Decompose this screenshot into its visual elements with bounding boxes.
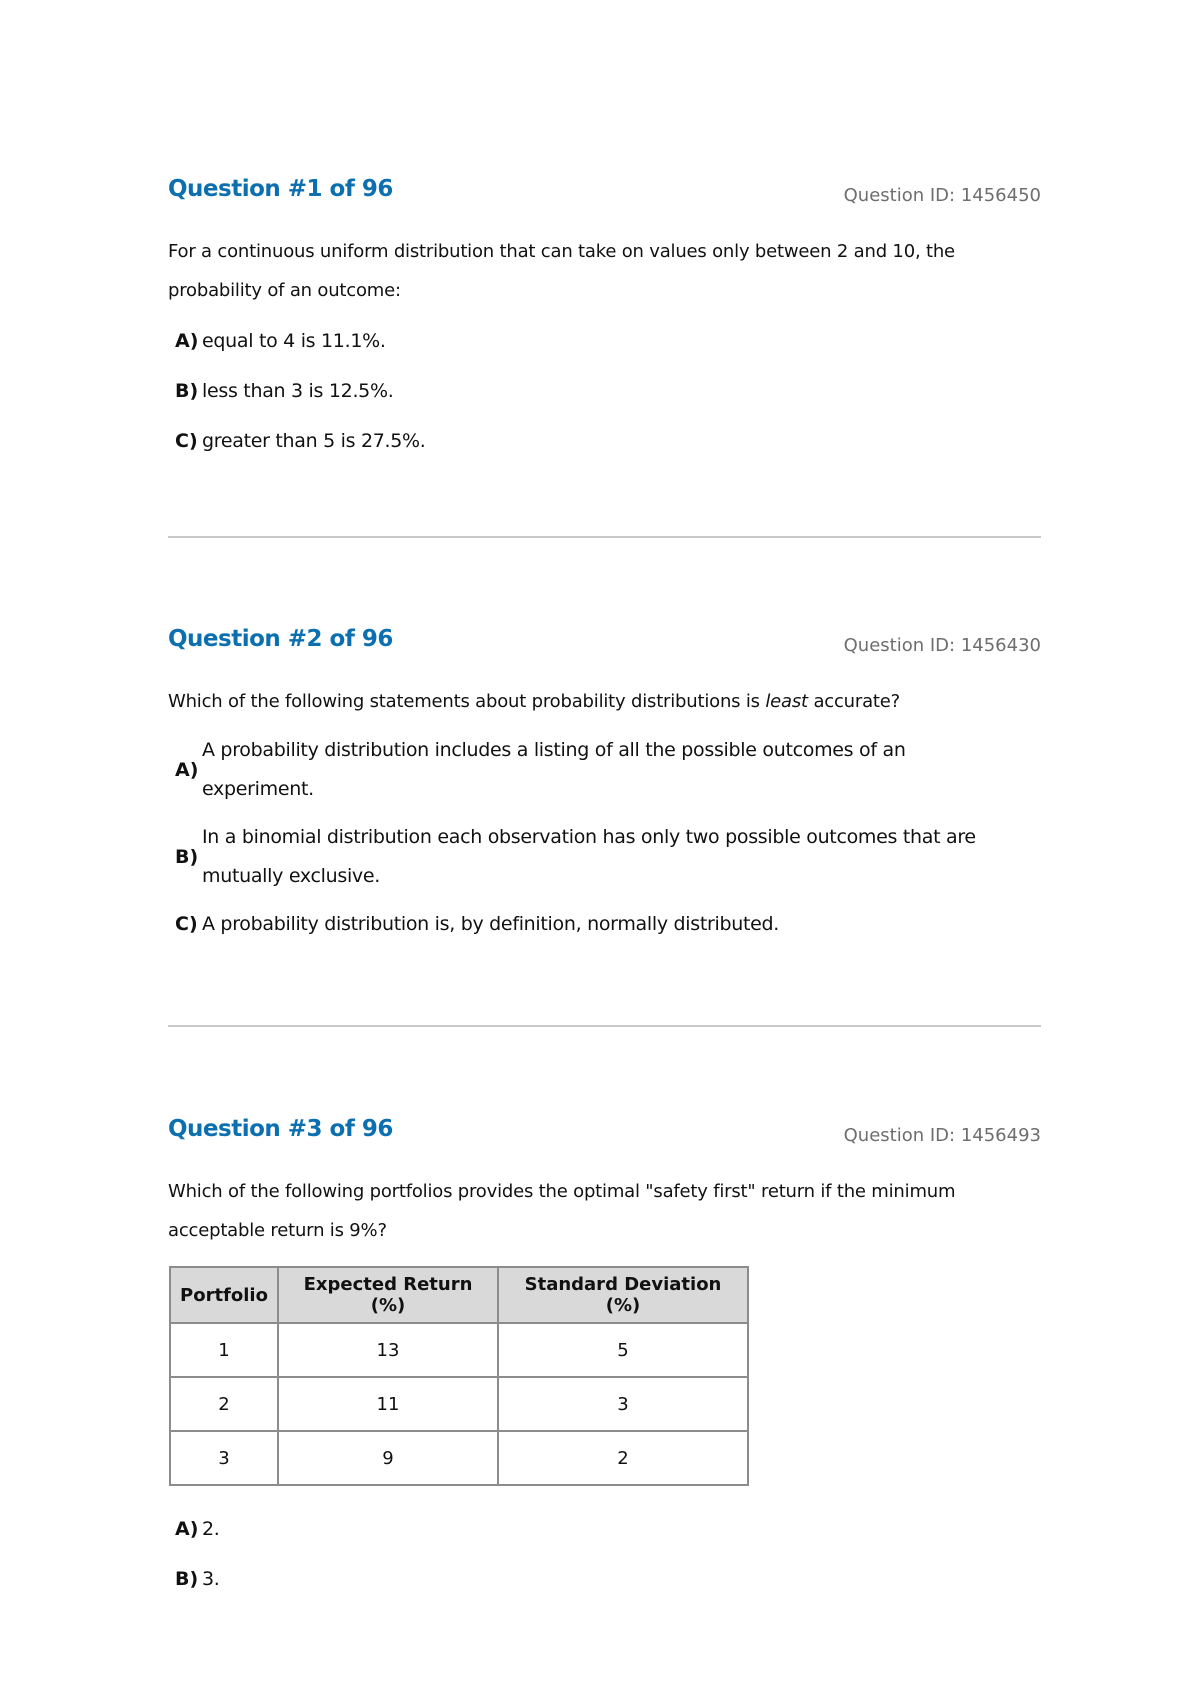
option-text: In a binomial distribution each observation has only two possible outcomes that are mutually exclusive. xyxy=(202,826,976,887)
question-stem: Which of the following portfolios provides the optimal "safety first" return if the minimum acceptable return is 9%? xyxy=(168,1181,956,1241)
table-cell: 3 xyxy=(170,1431,278,1485)
option-text: less than 3 is 12.5%. xyxy=(202,380,394,402)
answer-option-b[interactable] xyxy=(168,372,1041,411)
option-text: greater than 5 is 27.5%. xyxy=(202,430,426,452)
answer-option-a[interactable] xyxy=(168,731,1041,809)
option-letter: C) xyxy=(175,430,198,452)
table-cell: 9 xyxy=(278,1431,498,1485)
portfolio-table xyxy=(169,1266,749,1486)
table-cell: 13 xyxy=(278,1323,498,1377)
answer-option-c[interactable] xyxy=(168,905,1041,944)
question-3 xyxy=(168,1116,1041,1610)
question-title: Question #3 of 96 xyxy=(168,1116,393,1142)
option-letter: A) xyxy=(175,330,199,352)
option-letter: B) xyxy=(175,845,199,868)
question-title: Question #2 of 96 xyxy=(168,626,393,652)
table-header-cell: Portfolio xyxy=(170,1267,278,1323)
option-text: A probability distribution includes a listing of all the possible outcomes of an experiment. xyxy=(202,739,906,800)
option-letter: B) xyxy=(175,1568,199,1590)
option-letter: C) xyxy=(175,913,198,935)
table-cell: 5 xyxy=(498,1323,748,1377)
answer-option-a[interactable] xyxy=(168,1510,1041,1549)
table-header-cell: Standard Deviation (%) xyxy=(498,1267,748,1323)
answer-options xyxy=(168,731,1041,944)
answer-option-c[interactable] xyxy=(168,422,1041,461)
question-2 xyxy=(168,626,1041,955)
table-cell: 1 xyxy=(170,1323,278,1377)
question-id: Question ID: 1456450 xyxy=(843,185,1041,206)
question-id: Question ID: 1456493 xyxy=(843,1125,1041,1146)
table-row xyxy=(170,1377,748,1431)
stem-text: Which of the following statements about probability distributions is xyxy=(168,691,766,712)
answer-option-b[interactable] xyxy=(168,818,1041,896)
option-letter: B) xyxy=(175,380,199,402)
table-cell: 11 xyxy=(278,1377,498,1431)
table-cell: 3 xyxy=(498,1377,748,1431)
question-1 xyxy=(168,176,1041,472)
question-stem: For a continuous uniform distribution that can take on values only between 2 and 10, the probability of an outcome: xyxy=(168,241,955,301)
option-letter: A) xyxy=(175,758,199,781)
option-text: equal to 4 is 11.1%. xyxy=(202,330,386,352)
stem-text: accurate? xyxy=(807,691,900,712)
question-stem xyxy=(168,682,1041,721)
table-cell: 2 xyxy=(170,1377,278,1431)
answer-option-b[interactable] xyxy=(168,1560,1041,1599)
table-header-row xyxy=(170,1267,748,1323)
option-text: A probability distribution is, by definition, normally distributed. xyxy=(202,913,780,935)
answer-options xyxy=(168,1510,1041,1599)
question-header xyxy=(168,176,1041,216)
question-divider xyxy=(168,1025,1041,1027)
question-divider xyxy=(168,536,1041,538)
question-header xyxy=(168,1116,1041,1156)
question-header xyxy=(168,626,1041,666)
option-text: 3. xyxy=(202,1568,220,1590)
option-text: 2. xyxy=(202,1518,220,1540)
answer-option-a[interactable] xyxy=(168,322,1041,361)
table-header-cell: Expected Return (%) xyxy=(278,1267,498,1323)
question-id: Question ID: 1456430 xyxy=(843,635,1041,656)
answer-options xyxy=(168,322,1041,461)
table-row xyxy=(170,1431,748,1485)
question-title: Question #1 of 96 xyxy=(168,176,393,202)
stem-emphasis: least xyxy=(765,691,808,712)
option-letter: A) xyxy=(175,1518,199,1540)
table-row xyxy=(170,1323,748,1377)
table-cell: 2 xyxy=(498,1431,748,1485)
